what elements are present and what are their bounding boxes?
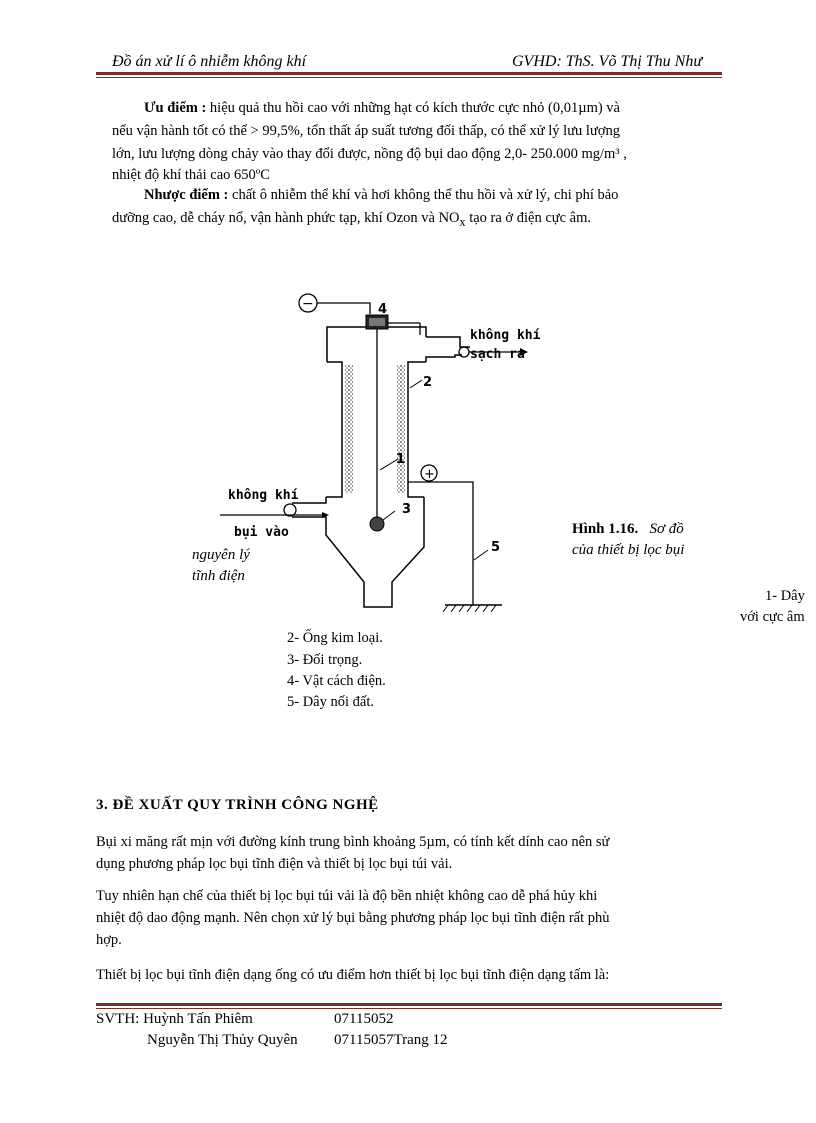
section-3-title: 3. ĐỀ XUẤT QUY TRÌNH CÔNG NGHỆ bbox=[96, 797, 379, 813]
footer-student-2: Nguyễn Thị Thủy Quyên bbox=[147, 1032, 298, 1048]
disadvantages-line-1 bbox=[144, 184, 722, 207]
diagram-number-4: 4 bbox=[378, 302, 388, 317]
disadvantages-label: Nhược điểm : bbox=[144, 187, 229, 203]
footer-student-1: SVTH: Huỳnh Tấn Phiêm bbox=[96, 1011, 253, 1027]
minus-sign: − bbox=[302, 296, 314, 312]
legend-item-5: 5- Dây nối đất. bbox=[287, 694, 374, 710]
inlet-label-1: không khí bbox=[228, 488, 299, 503]
advantages-line-4: nhiệt độ khí thải cao 650ºC bbox=[112, 167, 270, 183]
header-right: GVHD: ThS. Võ Thị Thu Như bbox=[512, 53, 703, 70]
dust-particles bbox=[345, 365, 405, 493]
outlet-label-2: sạch ra bbox=[470, 347, 525, 362]
figure-caption bbox=[572, 521, 684, 538]
principle-label-1: nguyên lý bbox=[192, 547, 250, 563]
label-2-pointer bbox=[410, 380, 422, 388]
legend-item-4: 4- Vật cách điện. bbox=[287, 673, 386, 689]
legend-item-2: 2- Ống kim loại. bbox=[287, 630, 383, 646]
label-3-pointer bbox=[383, 511, 395, 520]
diagram-number-3: 3 bbox=[402, 502, 412, 517]
advantages-line-3: lớn, lưu lượng dòng chảy vào thay đổi được, nồng độ bụi dao động 2,0- 250.000 mg/m³ , bbox=[112, 146, 627, 162]
principle-label-2: tĩnh điện bbox=[192, 568, 245, 584]
header-rule bbox=[96, 72, 722, 75]
inlet-label-2: bụi vào bbox=[234, 525, 289, 540]
disadvantages-text-2a: dưỡng cao, dễ cháy nổ, vận hành phức tạp, khí Ozon và NO bbox=[112, 210, 460, 226]
top-chamber bbox=[327, 327, 366, 362]
label-5-pointer bbox=[474, 550, 488, 560]
header-left: Đồ án xử lí ô nhiễm không khí bbox=[112, 53, 307, 70]
diagram-number-2: 2 bbox=[423, 375, 433, 390]
figure-caption-line-2 bbox=[572, 542, 684, 559]
header-rule-thin bbox=[96, 77, 722, 78]
section-3-p3-line-1: Thiết bị lọc bụi tĩnh điện dạng ống có ưu điểm hơn thiết bị lọc bụi tĩnh điện dạng tấm là: bbox=[96, 967, 610, 983]
footer-id-2-and-page bbox=[334, 1032, 448, 1049]
advantages-line-1: hiệu quả thu hồi cao với những hạt có kích thước cực nhỏ (0,01µm) và bbox=[206, 100, 620, 116]
negative-wire bbox=[317, 303, 370, 314]
disadvantages-text-1: chất ô nhiễm thể khí và hơi không thể thu hồi và xử lý, chi phí bảo bbox=[228, 187, 619, 203]
counterweight bbox=[370, 517, 384, 531]
section-3-p1-line-2: dụng phương pháp lọc bụi tĩnh điện và thiết bị lọc bụi túi vải. bbox=[96, 856, 453, 872]
tube-left-wall bbox=[326, 362, 342, 497]
figure-caption-number: Hình 1.16. bbox=[572, 521, 639, 537]
section-3-p2-line-2: nhiệt độ dao động mạnh. Nên chọn xử lý bụi bằng phương pháp lọc bụi tĩnh điện rất phù bbox=[96, 910, 610, 926]
footer-id-2: 07115057 bbox=[334, 1032, 394, 1048]
figure-caption-text-1: Sơ đồ bbox=[649, 521, 684, 537]
footer-rule bbox=[96, 1003, 722, 1006]
diagram-number-1: 1 bbox=[396, 452, 406, 467]
outlet-loop bbox=[459, 347, 469, 357]
footer-page: Trang 12 bbox=[393, 1032, 448, 1048]
ground-wire bbox=[408, 482, 473, 605]
advantages-label: Ưu điểm : bbox=[144, 100, 207, 116]
figure-caption-text-2: của thiết bị lọc bụi bbox=[572, 542, 685, 558]
insulator-pattern bbox=[369, 318, 385, 326]
section-3-p1-line-1: Bụi xi măng rất mịn với đường kính trung bình khoảng 5µm, có tính kết dính cao nên sử bbox=[96, 834, 610, 850]
disadvantages-line-2 bbox=[112, 207, 722, 234]
legend-item-1a: 1- Dây bbox=[765, 588, 805, 604]
outlet-label-1: không khí bbox=[470, 328, 541, 343]
ground-hatch-icon bbox=[443, 605, 496, 612]
footer-rule-thin bbox=[96, 1008, 722, 1009]
diagram-number-5: 5 bbox=[491, 540, 501, 555]
advantages-line-2: nếu vận hành tốt có thể > 99,5%, tổn thất áp suất tương đối thấp, có thể xử lý lưu lượng bbox=[112, 123, 620, 139]
section-3-p2-line-1: Tuy nhiên hạn chế của thiết bị lọc bụi túi vải là độ bền nhiệt không cao dễ phá hủy khi bbox=[96, 888, 598, 904]
section-3-p2-line-3: hợp. bbox=[96, 932, 122, 948]
inlet-loop bbox=[284, 504, 296, 516]
nox-subscript: x bbox=[459, 214, 466, 229]
inlet-lower bbox=[292, 517, 326, 530]
advantages-paragraph bbox=[112, 97, 722, 120]
footer-id-1: 07115052 bbox=[334, 1011, 394, 1027]
disadvantages-text-2b: tạo ra ở điện cực âm. bbox=[465, 210, 592, 226]
legend-item-3: 3- Đối trọng. bbox=[287, 652, 363, 668]
plus-sign: + bbox=[424, 467, 435, 482]
legend-item-1b: với cực âm bbox=[740, 609, 805, 625]
outlet-pipe bbox=[426, 337, 470, 347]
outlet-pipe-lower bbox=[426, 355, 462, 362]
